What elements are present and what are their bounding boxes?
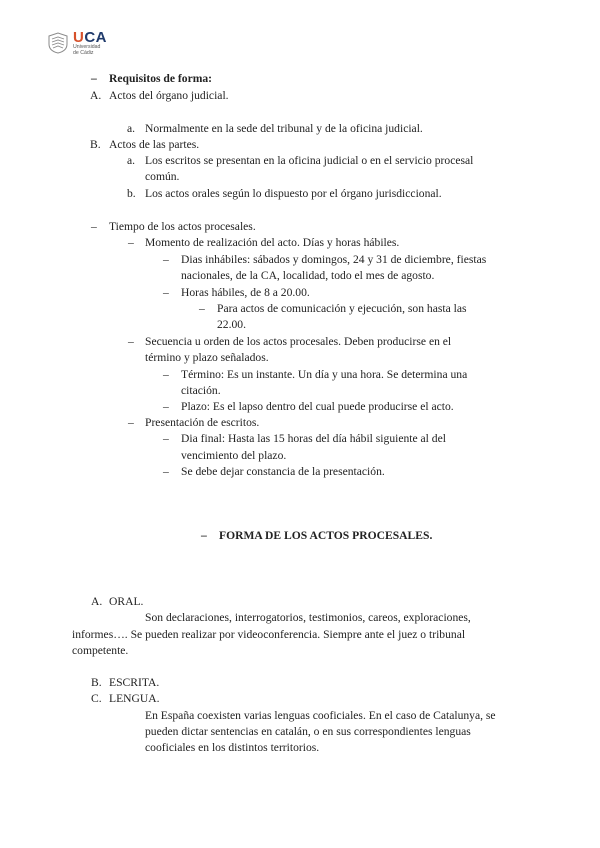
list-dash: –: [163, 465, 169, 478]
paragraph-lengua-line2: pueden dictar sentencias en catalán, o en sus correspondientes lenguas: [145, 725, 471, 738]
list-item-dia-final-line1: Dia final: Hasta las 15 horas del día hábil siguiente al del: [181, 432, 446, 445]
list-marker: B.: [91, 676, 102, 689]
section-title-tiempo: Tiempo de los actos procesales.: [109, 220, 256, 233]
list-marker: a.: [127, 122, 136, 135]
list-item-inhabiles-line1: Dias inhábiles: sábados y domingos, 24 y 31 de diciembre, fiestas: [181, 253, 487, 266]
list-marker: A.: [90, 89, 102, 102]
list-marker: C.: [91, 692, 102, 705]
university-crest-icon: [47, 32, 69, 54]
list-dash: –: [163, 432, 169, 445]
university-logo: [47, 30, 117, 56]
list-item-escritos-line2: común.: [145, 170, 180, 183]
section-dash: –: [91, 72, 97, 85]
list-dash: –: [163, 286, 169, 299]
list-dash: –: [199, 302, 205, 315]
section-dash: –: [201, 529, 207, 542]
logo-subtitle-1: Universidad: [73, 44, 101, 50]
list-item-horas: Horas hábiles, de 8 a 20.00.: [181, 286, 310, 299]
list-item-comunicacion-line2: 22.00.: [217, 318, 246, 331]
list-dash: –: [163, 368, 169, 381]
list-item-secuencia-line1: Secuencia u orden de los actos procesales. Deben producirse en el: [145, 335, 452, 348]
paragraph-lengua-line1: En España coexisten varias lenguas cooficiales. En el caso de Catalunya, se: [145, 709, 496, 722]
list-item-constancia: Se debe dejar constancia de la presentación.: [181, 465, 385, 478]
list-item-comunicacion-line1: Para actos de comunicación y ejecución, son hasta las: [217, 302, 467, 315]
list-item-oral: ORAL.: [109, 595, 144, 608]
list-marker: b.: [127, 187, 136, 200]
list-item-actos-orales: Los actos orales según lo dispuesto por el órgano jurisdiccional.: [145, 187, 442, 200]
list-item-actos-organo: Actos del órgano judicial.: [109, 89, 229, 102]
list-item-escrita: ESCRITA.: [109, 676, 160, 689]
list-marker: B.: [90, 138, 101, 151]
list-dash: –: [128, 416, 134, 429]
list-dash: –: [128, 236, 134, 249]
list-dash: –: [128, 335, 134, 348]
paragraph-lengua-line3: cooficiales en los distintos territorios.: [145, 741, 320, 754]
list-marker: A.: [91, 595, 103, 608]
paragraph-oral-line3: competente.: [72, 644, 129, 657]
list-item-inhabiles-line2: nacionales, de la CA, localidad, todo el mes de agosto.: [181, 269, 435, 282]
list-item-actos-partes: Actos de las partes.: [109, 138, 200, 151]
list-dash: –: [163, 400, 169, 413]
list-item-lengua: LENGUA.: [109, 692, 160, 705]
list-item-momento: Momento de realización del acto. Días y horas hábiles.: [145, 236, 400, 249]
section-title-requisitos: Requisitos de forma:: [109, 72, 213, 85]
list-item-sede: Normalmente en la sede del tribunal y de la oficina judicial.: [145, 122, 423, 135]
list-dash: –: [91, 220, 97, 233]
paragraph-oral-line1: Son declaraciones, interrogatorios, testimonios, careos, exploraciones,: [145, 611, 471, 624]
list-item-termino-line2: citación.: [181, 384, 221, 397]
logo-wordmark: UCA: [73, 29, 108, 46]
paragraph-oral-line2: informes…. Se pueden realizar por videoconferencia. Siempre ante el juez o tribunal: [72, 628, 466, 641]
list-marker: a.: [127, 154, 136, 167]
list-item-secuencia-line2: término y plazo señalados.: [145, 351, 269, 364]
list-item-plazo: Plazo: Es el lapso dentro del cual puede producirse el acto.: [181, 400, 454, 413]
list-item-dia-final-line2: vencimiento del plazo.: [181, 449, 287, 462]
list-item-escritos-line1: Los escritos se presentan en la oficina judicial o en el servicio procesal: [145, 154, 474, 167]
list-item-termino-line1: Término: Es un instante. Un día y una hora. Se determina una: [181, 368, 468, 381]
logo-subtitle-2: de Cádiz: [73, 49, 94, 56]
list-dash: –: [163, 253, 169, 266]
list-item-presentacion: Presentación de escritos.: [145, 416, 260, 429]
section-title-forma: FORMA DE LOS ACTOS PROCESALES.: [219, 529, 433, 542]
